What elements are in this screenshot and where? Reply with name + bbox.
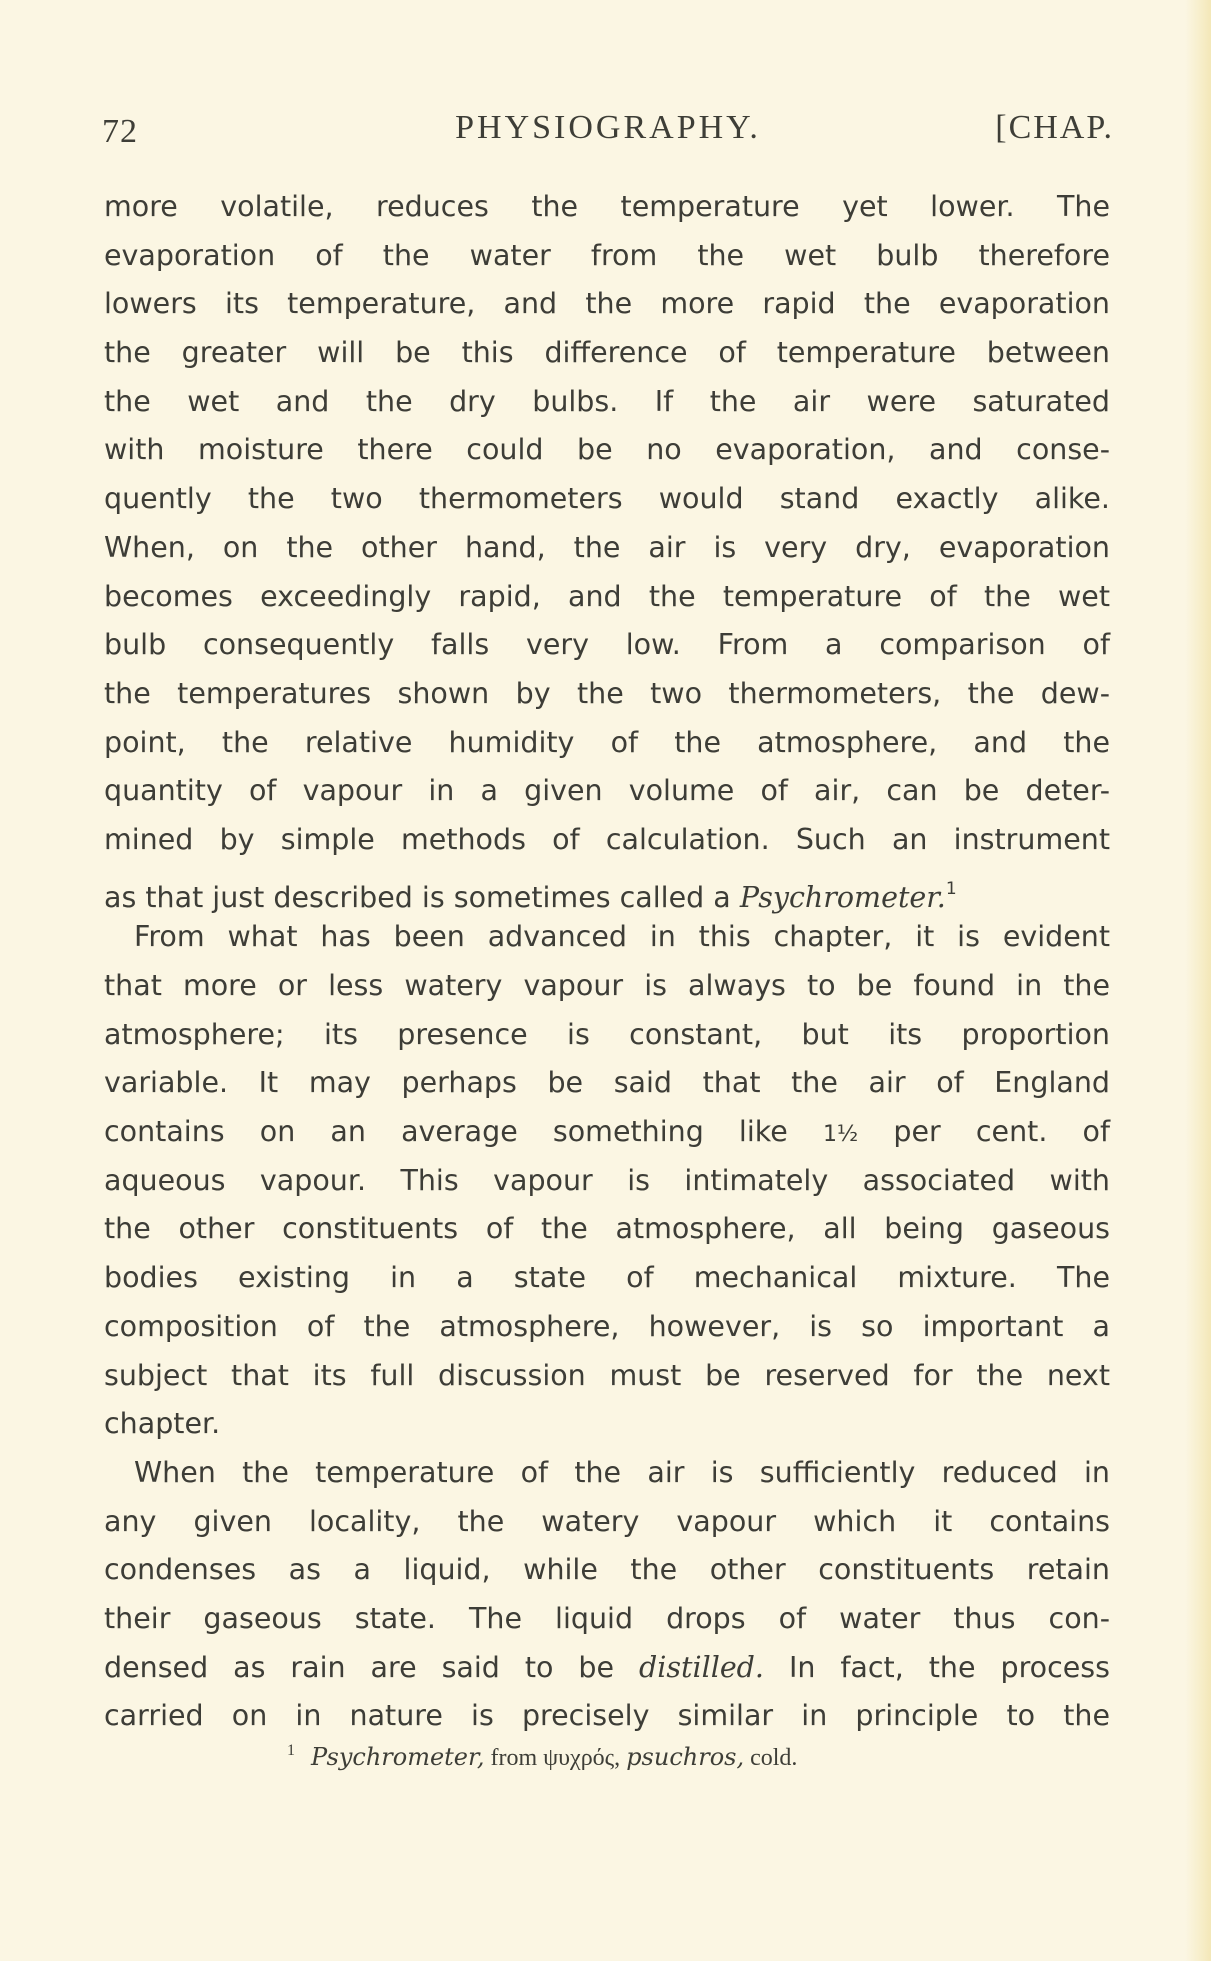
text-line: quently the two thermometers would stand exactly alike.: [104, 482, 1110, 516]
text-line: bulb consequently falls very low. From a comparison of: [104, 628, 1110, 662]
text-line: When the temperature of the air is sufficiently reduced in: [134, 1455, 1110, 1489]
text-line: carried on in nature is precisely similar in principle to the: [104, 1699, 1110, 1733]
text-segment: contains on an average something like: [104, 1115, 823, 1149]
text-line: bodies existing in a state of mechanical mixture. The: [104, 1261, 1110, 1295]
text-line: becomes exceedingly rapid, and the temperature of the wet: [104, 579, 1110, 613]
text-line: composition of the atmosphere, however, is so important a: [104, 1309, 1110, 1343]
running-head: [102, 107, 1114, 157]
text-line: From what has been advanced in this chapter, it is evident: [134, 920, 1110, 954]
chapter-marker: [CHAP.: [995, 109, 1114, 146]
running-title: PHYSIOGRAPHY.: [455, 109, 761, 146]
page-number: 72: [102, 113, 138, 150]
footnote-transliteration: psuchros,: [626, 1743, 745, 1771]
text-line: that more or less watery vapour is always to be found in the: [104, 969, 1110, 1002]
body-text: [104, 183, 1110, 1741]
text-line-distilled: [104, 1644, 1110, 1693]
text-line-psychrometer: [104, 865, 1110, 914]
text-line: the wet and the dry bulbs. If the air were saturated: [104, 384, 1110, 418]
text-segment: In fact, the process: [763, 1650, 1110, 1684]
text-line: the greater will be this difference of temperature between: [104, 336, 1110, 370]
italic-term-psychrometer: Psychrometer.: [739, 880, 946, 914]
text-line: lowers its temperature, and the more rapid the evaporation: [104, 287, 1110, 321]
text-segment: densed as rain are said to be: [104, 1650, 640, 1684]
footnote-text: cold.: [744, 1745, 798, 1771]
text-line: the temperatures shown by the two thermometers, the dew-: [104, 676, 1110, 710]
text-line: chapter.: [104, 1407, 221, 1441]
fraction-value: 1½: [822, 1122, 859, 1148]
text-line: aqueous vapour. This vapour is intimately associated with: [104, 1163, 1110, 1197]
text-line-fraction: [104, 1108, 1110, 1157]
text-line: mined by simple methods of calculation. Such an instrument: [104, 822, 1110, 856]
footnote-mark: 1: [287, 1742, 295, 1759]
text-line: quantity of vapour in a given volume of air, can be deter-: [104, 774, 1110, 808]
page-edge-shadow: [1185, 0, 1211, 1961]
text-segment: per cent. of: [858, 1115, 1110, 1149]
text-line: evaporation of the water from the wet bulb therefore: [104, 238, 1110, 272]
text-line: point, the relative humidity of the atmosphere, and the: [104, 725, 1110, 759]
text-line: with moisture there could be no evaporation, and conse-: [104, 433, 1110, 467]
text-line: the other constituents of the atmosphere, all being gaseous: [104, 1212, 1110, 1246]
text-line: their gaseous state. The liquid drops of water thus con-: [104, 1601, 1110, 1635]
footnote-text: from: [484, 1745, 544, 1771]
text-line: atmosphere; its presence is constant, but its proportion: [104, 1017, 1110, 1051]
text-line: condenses as a liquid, while the other constituents retain: [104, 1553, 1110, 1587]
footnote-reference: 1: [945, 878, 957, 899]
footnote: [287, 1742, 797, 1772]
text-segment: as that just described is sometimes called a: [104, 880, 740, 914]
text-line: variable. It may perhaps be said that the air of England: [104, 1066, 1110, 1100]
footnote-greek: ψυχρός,: [543, 1745, 621, 1771]
text-line: When, on the other hand, the air is very dry, evaporation: [104, 530, 1110, 564]
italic-term-distilled: distilled.: [639, 1650, 764, 1684]
text-line: more volatile, reduces the temperature yet lower. The: [104, 190, 1110, 223]
text-line: subject that its full discussion must be reserved for the next: [104, 1358, 1110, 1392]
footnote-term: Psychrometer,: [311, 1743, 485, 1771]
text-line: any given locality, the watery vapour which it contains: [104, 1504, 1110, 1538]
